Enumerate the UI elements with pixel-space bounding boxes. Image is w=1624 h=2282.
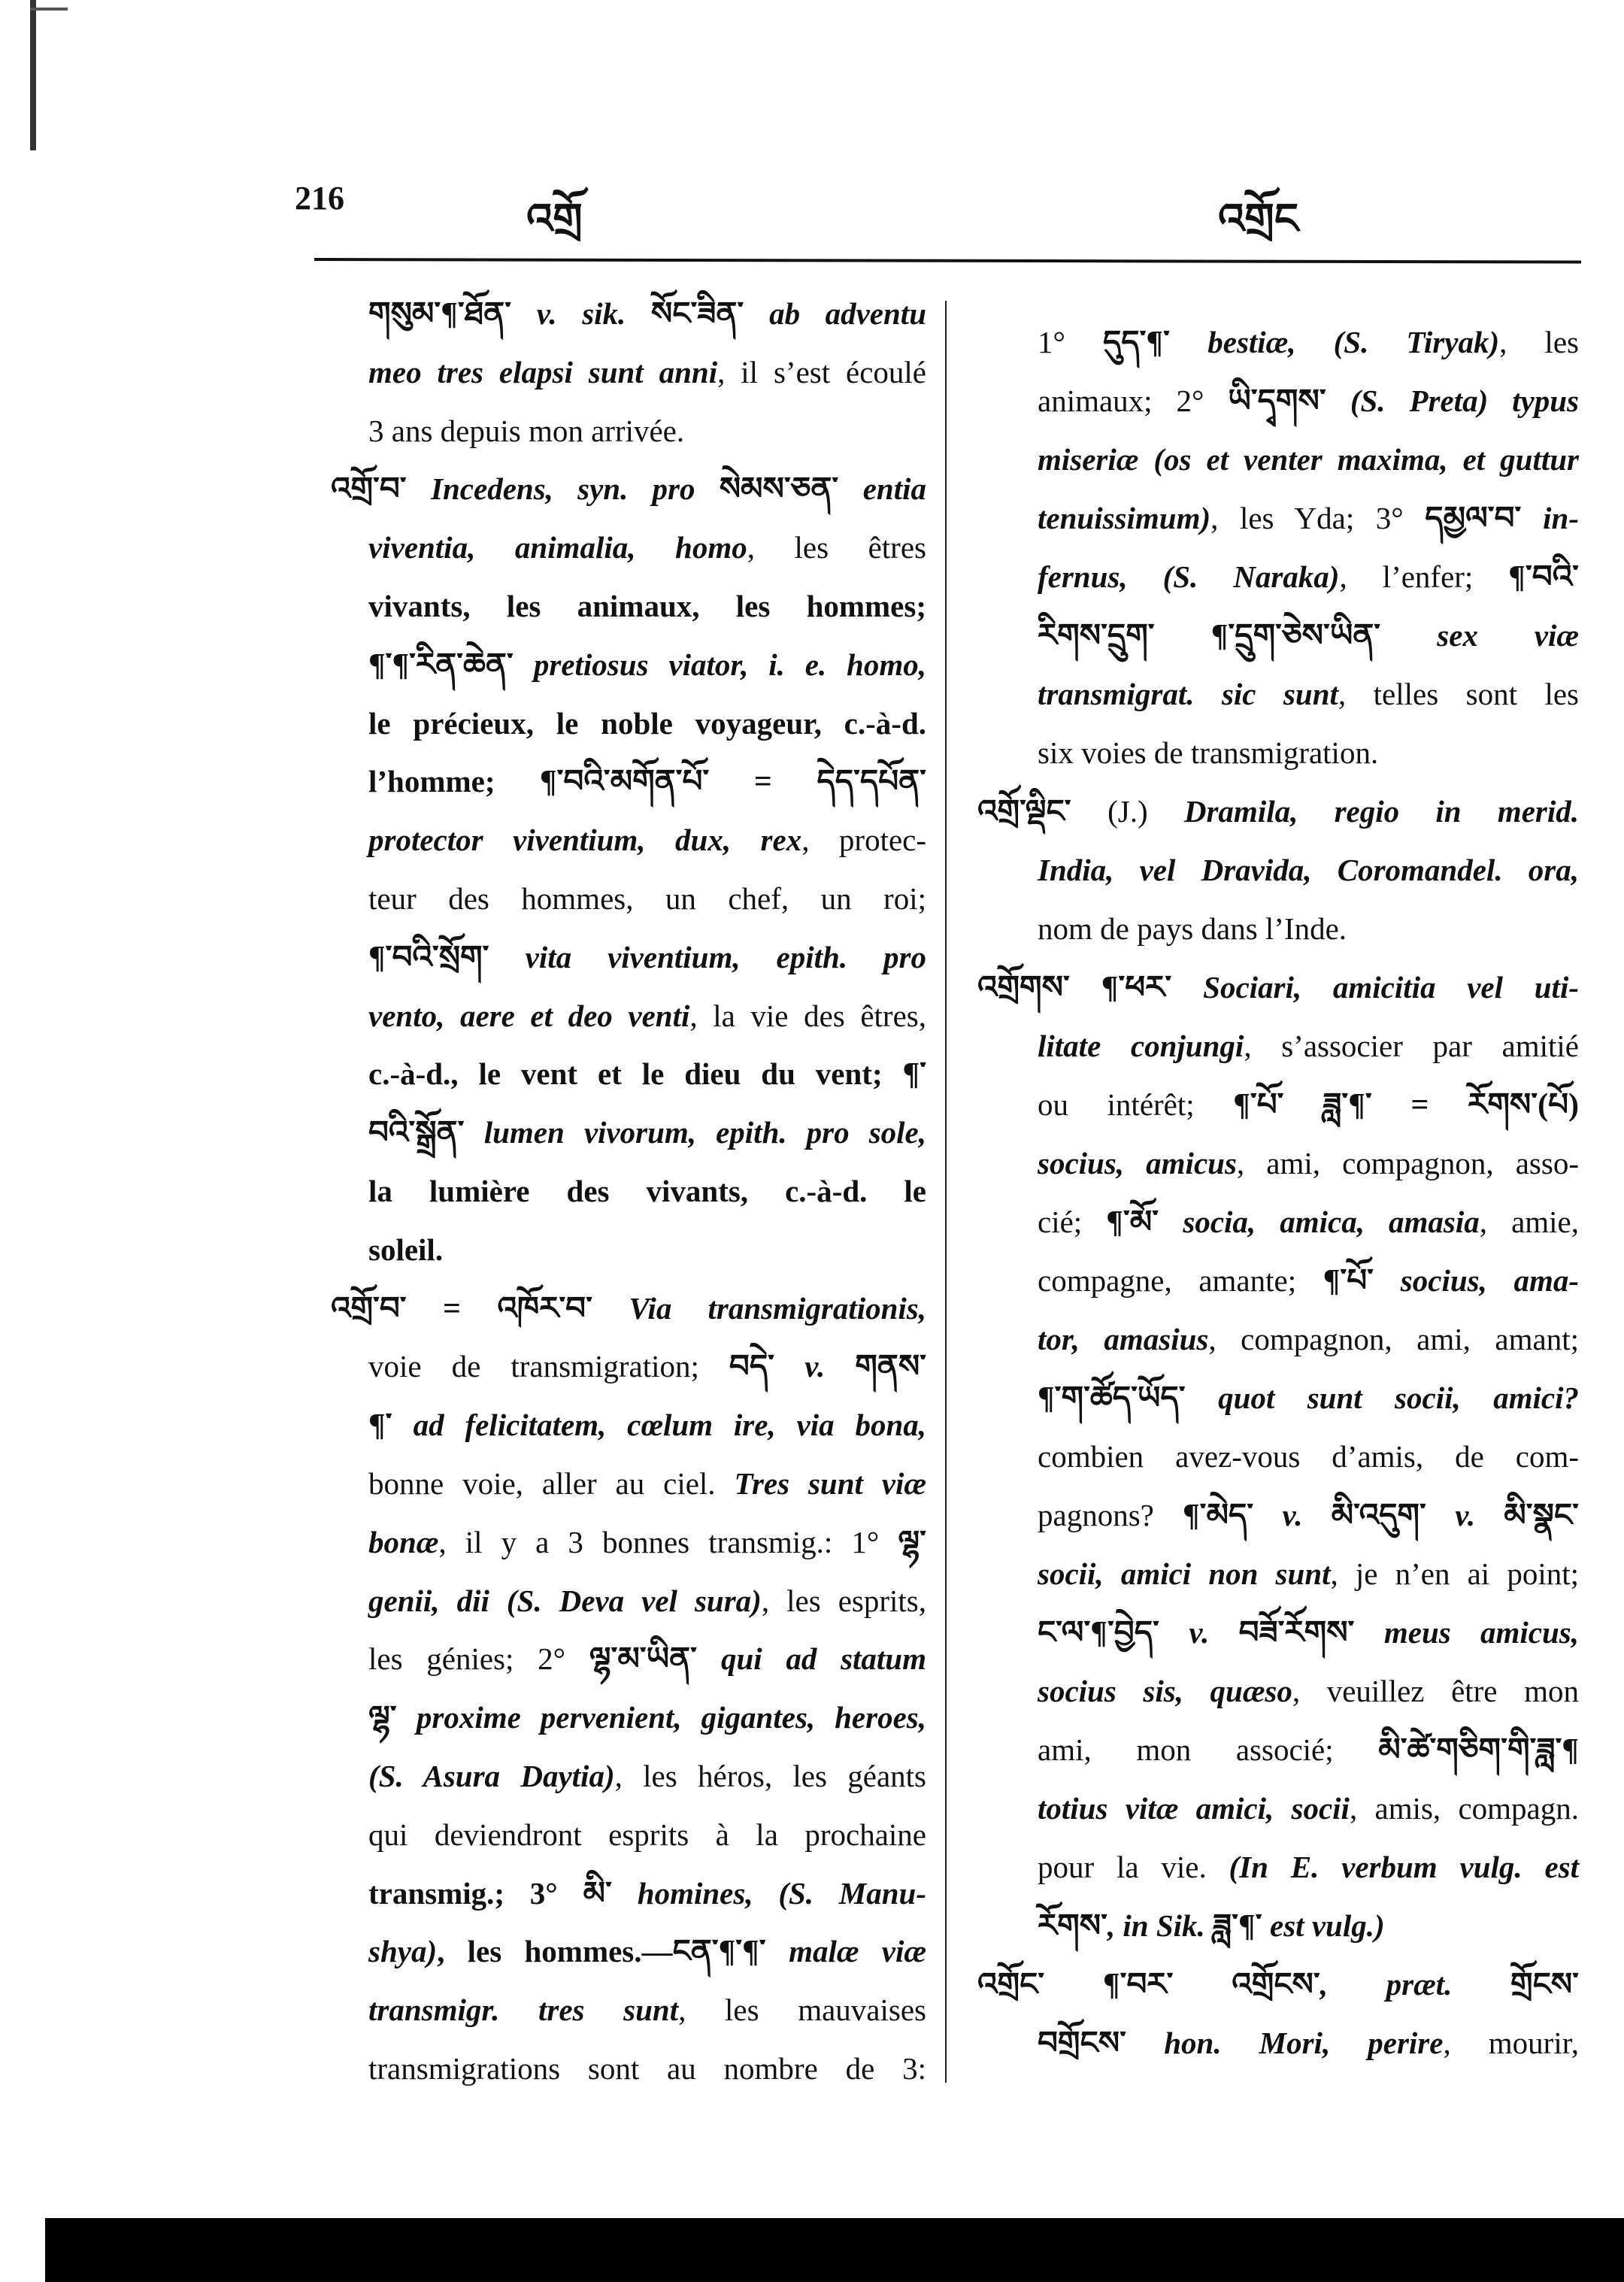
entry-line (368, 1523, 926, 1562)
tibetan-term: མི་ཚེ་གཅིག་གི་ཟླ་¶ (1378, 1733, 1579, 1768)
tibetan-term: ¶་ (368, 1408, 414, 1444)
latin-text: vento, aere et deo venti (368, 998, 690, 1033)
tibetan-term: རིགས་དྲུག་ ¶་དྲུག་ཅེས་ཡིན་ (1038, 619, 1438, 653)
latin-text: in- (1543, 501, 1579, 535)
tibetan-term: གནས་ (855, 1350, 926, 1385)
french-text: , ami, compagnon, asso- (1236, 1146, 1580, 1180)
latin-text: , præt. (1320, 1967, 1510, 2002)
tibetan-term: འགྲོགས་ ¶་ཕར་ (977, 971, 1204, 1005)
entry-line (1038, 382, 1579, 420)
entry-line (368, 1757, 926, 1795)
entry-line (368, 1874, 926, 1913)
entry-line (1038, 910, 1347, 947)
tibetan-term: མི་འདུག་ (1331, 1499, 1456, 1533)
entry-line (1038, 1614, 1579, 1652)
tibetan-term: དུད་¶་ (1102, 326, 1208, 360)
scan-edge-mark (30, 8, 68, 11)
entry-line (368, 587, 926, 625)
latin-text: India, vel Dravida, Coromandel. ora, (1038, 853, 1579, 887)
entry-line (368, 938, 926, 977)
tibetan-term: ལྷ་ (898, 1525, 926, 1560)
tibetan-term: ང་ལ་¶་བྱེད་ (1038, 1616, 1189, 1650)
column-divider (945, 301, 947, 2083)
entry-line (1038, 1790, 1579, 1827)
tibetan-term: ¶་བའི་མགོན་པོ་ = དེད་དཔོན་ (539, 765, 926, 800)
tibetan-term: དམྱལ་བ་ (1425, 502, 1544, 536)
latin-text: socii, amici non sunt (1038, 1556, 1331, 1591)
french-text: , les êtres (747, 530, 926, 565)
latin-text: transmigrat. sic sunt (1038, 677, 1338, 711)
entry-line (368, 529, 926, 566)
french-text: , l’enfer; (1339, 559, 1509, 594)
entry-headword-line (331, 1289, 926, 1328)
french-text: combien avez-vous d’amis, de com- (1038, 1439, 1579, 1474)
latin-text: miseriæ (os et venter maxima, et guttur (1038, 442, 1579, 477)
entry-line (368, 1172, 926, 1210)
entry-line (1038, 1203, 1579, 1241)
french-text: transmigrations sont au nombre de 3: (368, 2051, 926, 2086)
french-text: , mourir, (1443, 2026, 1579, 2060)
latin-text: Sociari, amicitia vel uti- (1203, 970, 1579, 1005)
tibetan-term: ངན་¶་¶་ (672, 1935, 789, 1970)
latin-text: (S. Preta) typus (1350, 383, 1580, 418)
entry-line (368, 1816, 926, 1853)
latin-text: homines, (S. Manu- (637, 1875, 926, 1911)
latin-text: viventia, animalia, homo (368, 530, 747, 565)
tibetan-term: ¶་མེད་ (1183, 1499, 1283, 1533)
french-text: compagne, amante; (1038, 1263, 1323, 1298)
french-text: , amie, (1479, 1205, 1580, 1239)
tibetan-term: མི་ (583, 1876, 638, 1911)
tibetan-term: ¶་ (902, 1057, 926, 1093)
french-text: pagnons? (1038, 1498, 1183, 1532)
latin-text: v. (1455, 1498, 1504, 1532)
header-rule (314, 258, 1581, 264)
entry-headword-line (977, 1965, 1579, 2004)
tibetan-term: ཡི་དྭགས་ (1228, 384, 1350, 419)
tibetan-term: ¶་བའི་ (1508, 560, 1579, 595)
entry-line (368, 353, 926, 391)
entry-line (368, 1582, 926, 1620)
entry-line (368, 295, 926, 333)
entry-line (368, 1114, 926, 1152)
entry-line (1038, 1496, 1579, 1535)
entry-line (368, 1231, 443, 1268)
entry-line (1038, 1438, 1579, 1475)
latin-text: meus amicus, (1383, 1615, 1579, 1650)
entry-line (368, 1991, 926, 2029)
french-text: voie de transmigration; (368, 1349, 729, 1384)
french-text: , les esprits, (761, 1583, 926, 1618)
french-text: , les hommes.— (437, 1934, 673, 1969)
entry-line (1038, 441, 1579, 478)
tibetan-term: བདེ་ (729, 1350, 805, 1385)
french-text: , la vie des êtres, (689, 998, 926, 1033)
tibetan-term: ¶་པོ་ ཟླ་¶་ = རོགས་(པོ) (1233, 1088, 1579, 1123)
tibetan-term: གསུམ་¶་ཐོན་ (368, 297, 537, 332)
entry-line (368, 646, 926, 684)
latin-text: malæ viæ (789, 1934, 927, 1969)
tibetan-term: བགྲོངས་ (1038, 2026, 1165, 2061)
latin-text: sex viæ (1437, 618, 1580, 653)
latin-text: socia, amica, amasia (1183, 1205, 1480, 1239)
french-text: vivants, les animaux, les hommes; (368, 589, 926, 623)
latin-text: bestiæ, (S. Tiryak) (1207, 325, 1500, 359)
french-text: (J.) (1107, 794, 1184, 829)
entry-line (1038, 1144, 1579, 1182)
latin-text: entia (862, 471, 926, 507)
latin-text: (S. Asura Daytia) (368, 1759, 615, 1793)
entry-line (1038, 1672, 1579, 1710)
entry-line (368, 1699, 926, 1737)
french-text: 1° (1038, 325, 1103, 359)
latin-text: tenuissimum) (1038, 501, 1211, 535)
tibetan-term: འགྲོ་ལྡིང་ (977, 795, 1108, 829)
entry-line (368, 1406, 926, 1444)
french-text: transmig.; 3° (368, 1875, 583, 1911)
entry-line (368, 2050, 926, 2087)
tibetan-term: རོགས་ (1038, 1909, 1107, 1944)
running-head-right: འགྲོང (1218, 196, 1299, 243)
entry-line (1038, 558, 1579, 596)
french-text: pour la vie. (1038, 1850, 1229, 1884)
tibetan-term: ལྷ་ (368, 1701, 417, 1736)
tibetan-term: འགྲོ་བ་ (331, 472, 432, 508)
french-text: l’homme; (368, 764, 540, 799)
latin-text: est vulg.) (1270, 1908, 1385, 1943)
tibetan-term: ལྷ་མ་ཡིན་ (589, 1642, 721, 1677)
entry-line (1038, 734, 1378, 771)
latin-text: Tres sunt viæ (734, 1466, 926, 1501)
latin-text: Via transmigrationis, (629, 1290, 926, 1326)
tibetan-term: མི་སྣང་ (1504, 1499, 1579, 1533)
entry-line (1038, 1262, 1579, 1300)
entry-line (1038, 851, 1579, 889)
tibetan-term: གྲོངས་ (1510, 1968, 1579, 2002)
latin-text: meo tres elapsi sunt anni (368, 354, 718, 389)
french-text: , les mauvaises (678, 1993, 926, 2028)
french-text: ami, mon associé; (1038, 1732, 1379, 1767)
latin-text: Incedens, syn. pro (431, 471, 720, 507)
french-text: nom de pays dans l’Inde. (1038, 911, 1347, 946)
tibetan-term: འགྲོ་བ་ = འཁོར་བ་ (331, 1291, 629, 1326)
entry-line (368, 1932, 926, 1971)
entry-line (368, 412, 684, 450)
entry-headword-line (977, 792, 1579, 831)
entry-line (368, 1347, 926, 1386)
latin-text: socius, amicus (1038, 1146, 1237, 1180)
tibetan-term: ¶་ག་ཚོད་ཡོད་ (1038, 1381, 1219, 1416)
entry-line (1038, 675, 1579, 713)
french-text: c.-à-d., le vent et le dieu du vent; (368, 1056, 903, 1092)
entry-line (368, 997, 926, 1035)
latin-text: ab adventu (769, 296, 926, 331)
entry-line (1038, 1320, 1579, 1358)
entry-line (368, 1055, 926, 1093)
french-text: cié; (1038, 1205, 1107, 1239)
french-text: bonne voie, aller au ciel. (368, 1466, 735, 1501)
entry-headword-line (977, 968, 1579, 1007)
latin-text: ad felicitatem, cœlum ire, via bona, (413, 1408, 926, 1443)
latin-text: vita viventium, epith. pro (525, 939, 926, 974)
french-text: soleil. (368, 1232, 444, 1267)
entry-line (1038, 1086, 1579, 1124)
latin-text: totius vitæ amici, socii (1038, 1791, 1350, 1826)
latin-text: lumen vivorum, epith. pro sole, (483, 1115, 926, 1150)
latin-text: litate conjungi (1038, 1029, 1244, 1063)
french-text: , les héros, les géants (614, 1759, 926, 1793)
latin-text: (In E. verbum vulg. est (1229, 1850, 1579, 1884)
latin-text: hon. Mori, perire (1164, 2026, 1444, 2060)
entry-line (1038, 499, 1579, 538)
entry-line (368, 1640, 926, 1678)
entry-headword-line (331, 470, 926, 508)
entry-line (1038, 1379, 1579, 1417)
tibetan-term: སོང་ཟིན་ (650, 297, 770, 332)
entry-line (1038, 1907, 1385, 1945)
french-text: , protec- (801, 823, 927, 858)
french-text: , compagnon, ami, amant; (1208, 1322, 1579, 1356)
entry-line (1038, 2024, 1579, 2062)
latin-text: pretiosus viator, i. e. homo, (533, 647, 926, 682)
entry-line (1038, 1555, 1579, 1593)
tibetan-term: བཟོ་རོགས་ (1238, 1616, 1384, 1650)
french-text: , telles sont les (1338, 677, 1579, 711)
entry-line (368, 1465, 926, 1502)
french-text: , il s’est écoulé (717, 354, 926, 389)
french-text: , s’associer par amitié (1244, 1029, 1579, 1063)
entry-line (368, 821, 926, 859)
tibetan-term: འགྲོང་ ¶་བར་ འགྲོངས་ (977, 1968, 1320, 2002)
latin-text: genii, dii (S. Deva vel sura) (368, 1583, 762, 1618)
french-text: , veuillez être mon (1292, 1674, 1579, 1708)
french-text: la lumière des vivants, c.-à-d. le (368, 1174, 926, 1208)
french-text: , amis, compagn. (1349, 1791, 1580, 1826)
latin-text: proxime pervenient, gigantes, heroes, (416, 1700, 926, 1735)
tibetan-term: ¶་¶་རིན་ཆེན་ (368, 647, 534, 683)
latin-text: v. sik. (536, 296, 651, 331)
latin-text: v. (804, 1349, 856, 1384)
latin-text: socius sis, quæso (1038, 1674, 1292, 1708)
latin-text: bonæ (368, 1524, 439, 1559)
tibetan-term: ཟླ་¶་ (1213, 1909, 1271, 1944)
scan-bottom-bar (45, 2218, 1624, 2282)
tibetan-term: ¶་མོ་ (1106, 1205, 1183, 1240)
french-text: 3 ans depuis mon arrivée. (368, 413, 685, 448)
latin-text: tor, amasius (1038, 1322, 1209, 1356)
french-text: , je n’en ai point; (1330, 1556, 1579, 1591)
french-text: les génies; 2° (368, 1641, 589, 1677)
latin-text: v. (1189, 1615, 1239, 1650)
french-text: , les Yda; 3° (1210, 501, 1426, 535)
entry-line (368, 880, 926, 917)
french-text: le précieux, le noble voyageur, c.-à-d. (368, 705, 926, 741)
tibetan-term: བའི་སྒྲོན་ (368, 1116, 484, 1151)
french-text: qui deviendront esprits à la prochaine (368, 1817, 926, 1852)
latin-text: protector viventium, dux, rex (368, 823, 802, 858)
french-text: six voies de transmigration. (1038, 735, 1379, 770)
latin-text: , in Sik. (1107, 1908, 1213, 1943)
entry-line (1038, 617, 1579, 655)
latin-text: Dramila, regio in merid. (1183, 794, 1579, 829)
latin-text: shya) (368, 1934, 438, 1969)
french-text: , les (1499, 325, 1579, 359)
tibetan-term: སེམས་ཅན་ (719, 472, 863, 508)
entry-line (1038, 1848, 1579, 1886)
running-head-left: འགྲོ (526, 196, 583, 243)
latin-text: v. (1282, 1498, 1332, 1532)
french-text: , il y a 3 bonnes transmig.: 1° (438, 1524, 898, 1559)
scan-edge-mark (30, 0, 36, 150)
latin-text: quot sunt socii, amici? (1218, 1380, 1579, 1415)
latin-text: socius, ama- (1400, 1263, 1579, 1298)
latin-text: qui ad statum (720, 1641, 926, 1677)
tibetan-term: ¶་བའི་སྲོག་ (368, 940, 526, 975)
french-text: ou intérêt; (1038, 1087, 1234, 1122)
french-text: teur des hommes, un chef, un roi; (368, 881, 926, 916)
page-number: 216 (295, 180, 344, 217)
entry-line (1038, 1027, 1579, 1065)
tibetan-term: ¶་པོ་ (1323, 1264, 1401, 1299)
entry-line (368, 762, 926, 801)
entry-line (1038, 1731, 1579, 1769)
latin-text: transmigr. tres sunt (368, 1993, 679, 2028)
french-text: animaux; 2° (1038, 383, 1229, 418)
entry-line (368, 705, 926, 742)
latin-text: fernus, (S. Naraka) (1038, 559, 1340, 594)
entry-line (1038, 323, 1579, 362)
